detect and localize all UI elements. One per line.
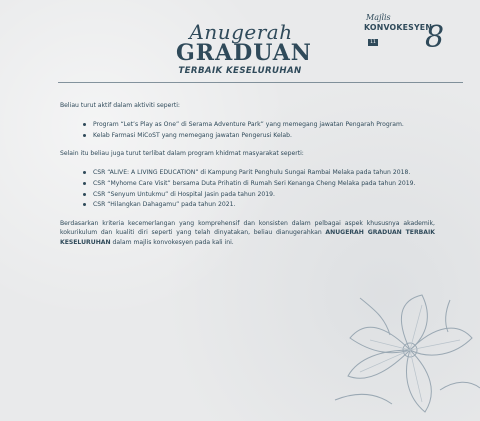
community-intro-paragraph: Selain itu beliau juga turut terlibat dalam program khidmat masyarakat seperti: <box>60 150 304 158</box>
logo-main-text: KONVOKESYEN <box>364 23 433 32</box>
final-award-name: ANUGERAH GRADUAN TERBAIK KESELURUHAN <box>60 229 435 246</box>
header <box>0 0 480 90</box>
activities-list <box>60 120 435 140</box>
community-list <box>60 168 435 209</box>
final-prefix: Berdasarkan kriteria kecemerlangan yang komprehensif dan konsisten dalam pelbagai aspek khususnya akademik, kokurikulum dan kualiti diri seperti yang telah dinyatakan, beliau dianugerahkan <box>60 219 435 237</box>
logo-number-icon <box>422 16 444 56</box>
award-main-title: GRADUAN <box>176 40 312 66</box>
intro-paragraph: Beliau turut aktif dalam aktiviti seperti: <box>60 102 180 109</box>
list-item: CSR “Hilangkan Dahagamu” pada tahun 2021. <box>83 200 435 209</box>
list-item: Program “Let’s Play as One” di Serama Adventure Park” yang memegang jawatan Pengarah Program. <box>83 120 435 129</box>
list-item: CSR “ALIVE: A LIVING EDUCATION” di Kampung Parit Penghulu Sungai Rambai Melaka pada tahun 2018. <box>83 168 435 177</box>
award-script-title: Anugerah <box>189 20 293 44</box>
content-body <box>60 101 435 247</box>
logo-script-text: Majlis <box>366 13 391 22</box>
final-suffix: dalam majlis konvokesyen pada kali ini. <box>110 238 234 246</box>
award-sub-title: TERBAIK KESELURUHAN <box>178 66 302 76</box>
list-item: CSR “Myhome Care Visit” bersama Duta Prihatin di Rumah Seri Kenanga Cheng Melaka pada tahun 2019. <box>83 179 435 188</box>
list-item: Kelab Farmasi MiCoST yang memegang jawatan Pengerusi Kelab. <box>83 131 435 140</box>
logo-badge: 11 <box>368 39 378 46</box>
floral-decoration <box>330 280 480 421</box>
list-item: CSR “Senyum Untukmu” di Hospital Jasin pada tahun 2019. <box>83 190 435 199</box>
logo-number: 8 <box>425 20 444 55</box>
header-divider <box>58 82 463 83</box>
final-paragraph <box>60 219 435 248</box>
convocation-logo <box>362 13 444 55</box>
